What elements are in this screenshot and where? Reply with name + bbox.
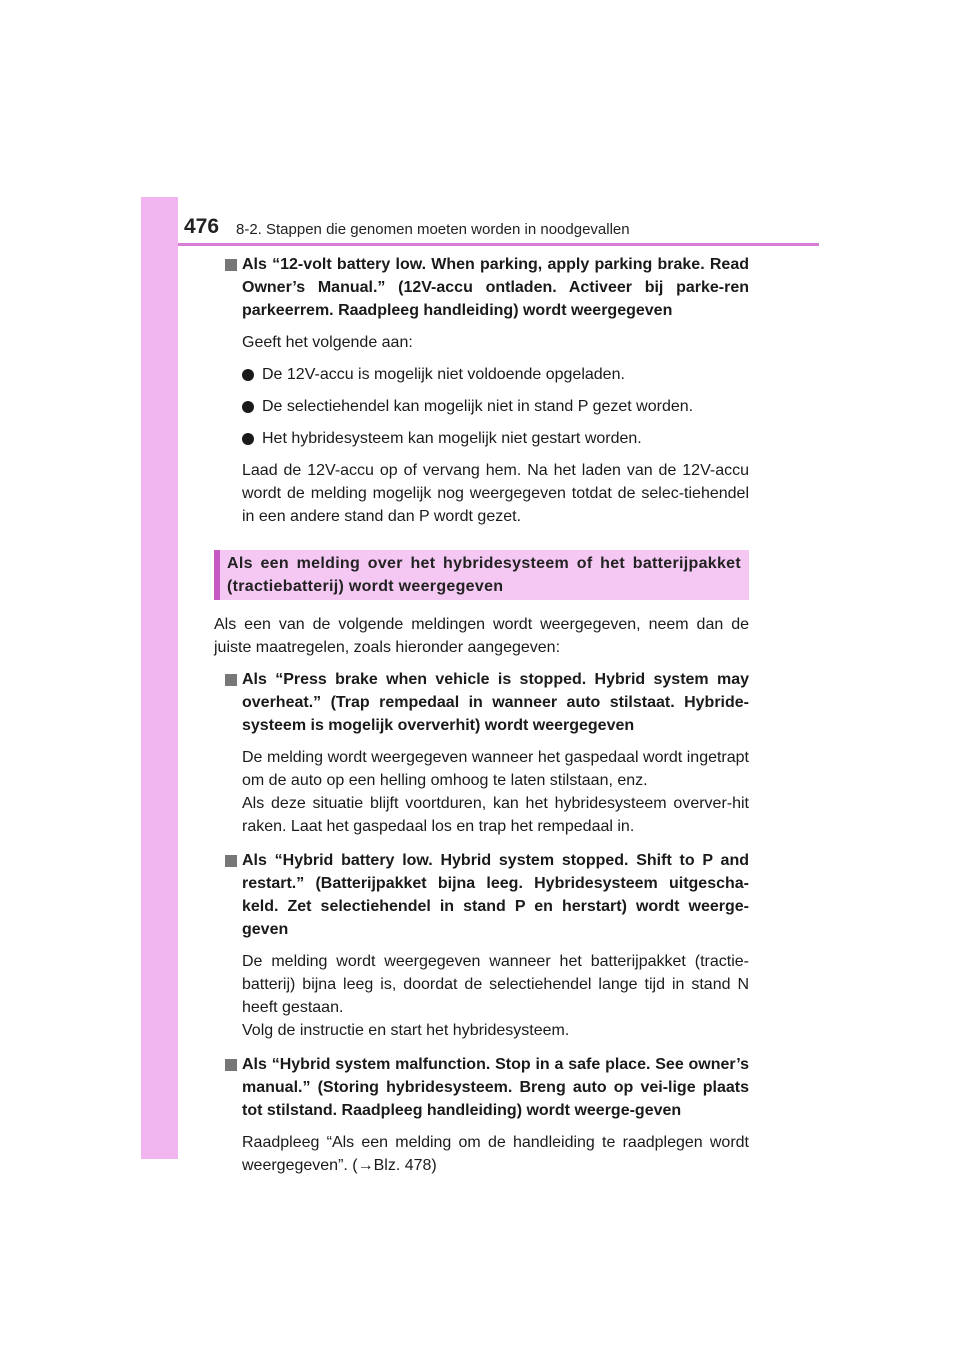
intro-paragraph: Als een van de volgende meldingen wordt weergegeven, neem dan de juiste maatregelen, zoals hieronder aangegeven: — [214, 616, 749, 656]
round-bullet-icon — [242, 369, 254, 381]
paragraph: Als deze situatie blijft voortduren, kan het hybridesysteem overver-hit raken. Laat het gaspedaal los en trap het rempedaal in. — [242, 795, 749, 835]
paragraph: Volg de instructie en start het hybridesysteem. — [242, 1022, 570, 1039]
paragraph: Laad de 12V-accu op of vervang hem. Na het laden van de 12V-accu wordt de melding mogelijk nog weergegeven totdat de selec-tiehendel in een andere stand dan P wordt gezet. — [242, 462, 749, 525]
heading-hybrid-battery-low — [214, 849, 749, 941]
heading-text: Als “Hybrid system malfunction. Stop in a safe place. See owner’s manual.” (Storing hybridesysteem. Breng auto op vei-lige plaats tot stilstand. Raadpleeg handleiding) wordt weerge-geven — [242, 1056, 749, 1119]
banner-text: Als een melding over het hybridesysteem of het batterijpakket (tractiebatterij) wordt weergegeven — [227, 555, 741, 595]
page-content — [214, 251, 749, 1177]
page-number: 476 — [184, 215, 220, 238]
square-bullet-icon — [225, 259, 237, 271]
heading-text: Als “Press brake when vehicle is stopped. Hybrid system may overheat.” (Trap rempedaal in wanneer auto stilstaat. Hybride-systeem is mogelijk oververhit) wordt weergegeven — [242, 671, 749, 734]
list-item-text: De selectiehendel kan mogelijk niet in stand P gezet worden. — [262, 398, 694, 415]
section-banner — [214, 550, 749, 600]
round-bullet-icon — [242, 401, 254, 413]
list-item-text: De 12V-accu is mogelijk niet voldoende opgeladen. — [262, 366, 625, 383]
header-rule — [178, 243, 819, 246]
square-bullet-icon — [225, 1059, 237, 1071]
square-bullet-icon — [225, 674, 237, 686]
square-bullet-icon — [225, 855, 237, 867]
list-item — [214, 427, 749, 450]
heading-text: Als “12-volt battery low. When parking, apply parking brake. Read Owner’s Manual.” (12V-accu ontladen. Activeer bij parke-ren parkeerrem. Raadpleeg handleiding) wordt weergegeven — [242, 256, 749, 319]
paragraph: De melding wordt weergegeven wanneer het batterijpakket (tractie-batterij) bijna leeg is, doordat de selectiehendel lange tijd in stand N heeft gestaan. — [242, 953, 749, 1016]
heading-12v-battery-low — [214, 253, 749, 322]
paragraph: Geeft het volgende aan: — [242, 334, 413, 351]
section-title: 8-2. Stappen die genomen moeten worden in noodgevallen — [236, 221, 630, 238]
banner-accent-bar — [214, 550, 220, 600]
heading-text: Als “Hybrid battery low. Hybrid system stopped. Shift to P and restart.” (Batterijpakket bijna leeg. Hybridesysteem uitgescha-keld. Zet selectiehendel in stand P en herstart) wordt weerge-geven — [242, 852, 749, 938]
side-tab-strip — [141, 197, 178, 1159]
list-item — [214, 363, 749, 386]
paragraph: De melding wordt weergegeven wanneer het gaspedaal wordt ingetrapt om de auto op een helling omhoog te laten stilstaan, enz. — [242, 749, 749, 789]
list-item — [214, 395, 749, 418]
heading-press-brake — [214, 668, 749, 737]
list-item-text: Het hybridesysteem kan mogelijk niet gestart worden. — [262, 430, 642, 447]
heading-hybrid-system-malfunction — [214, 1053, 749, 1122]
paragraph-reference: Raadpleeg “Als een melding om de handleiding te raadplegen wordt weergegeven”. (→Blz. 478) — [242, 1134, 749, 1174]
round-bullet-icon — [242, 433, 254, 445]
